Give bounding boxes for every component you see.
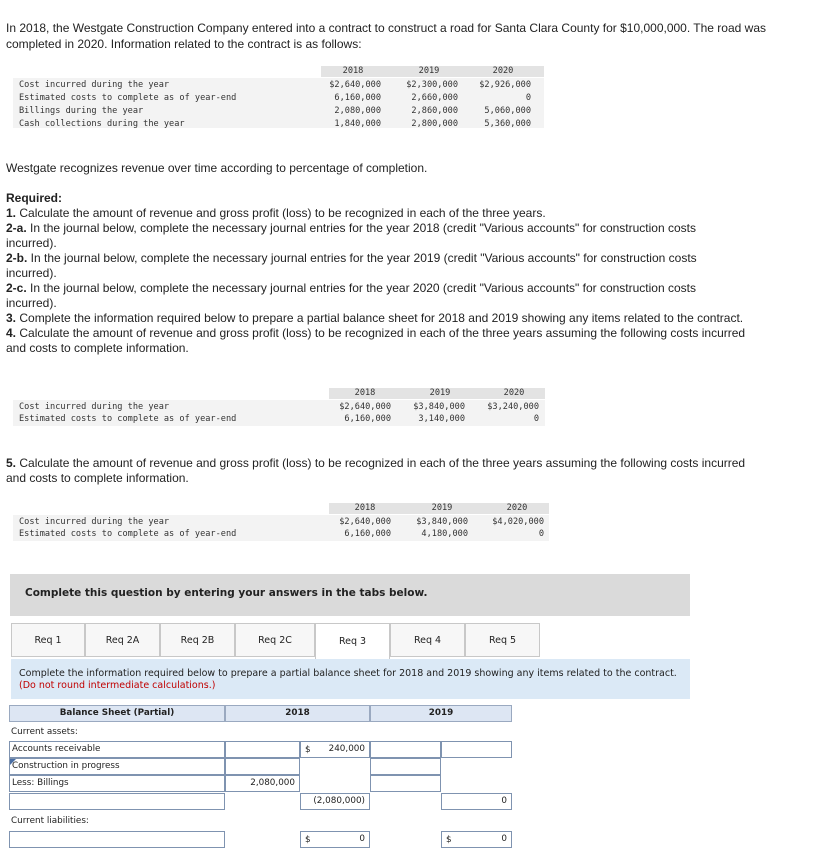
complete-question-bar: Complete this question by entering your answers in the tabs below. [10, 574, 690, 616]
net-label-input[interactable] [9, 793, 225, 810]
tab-req-5[interactable]: Req 5 [465, 623, 540, 657]
year-header: 2018 [354, 503, 376, 513]
row-label: Cost incurred during the year [19, 402, 170, 412]
cell-value: $4,020,000 [492, 517, 544, 527]
required-item: 1. Calculate the amount of revenue and gross profit (loss) to be recognized in each of the three years. [6, 206, 546, 220]
required-item: 2-b. In the journal below, complete the necessary journal entries for the year 2019 (credit "Various accounts" for construction costs incurred). [6, 251, 697, 280]
required-item-5: 5. Calculate the amount of revenue and gross profit (loss) to be recognized in each of the three years assuming the following costs incurred and costs to complete information. [6, 456, 746, 485]
tab-req-2c[interactable]: Req 2C [235, 623, 315, 657]
cell-value: 3,140,000 [418, 414, 465, 424]
cip-2019-input[interactable] [370, 758, 441, 775]
cell-value: 5,060,000 [484, 106, 531, 116]
year-header: 2019 [431, 503, 453, 513]
ar-2019-sub-input[interactable] [370, 741, 441, 758]
cell-value: 1,840,000 [334, 119, 381, 129]
cell-value: $2,926,000 [479, 80, 531, 90]
billings-2018-input[interactable]: 2,080,000 [225, 775, 300, 792]
intro-text: In 2018, the Westgate Construction Company entered into a contract to construct a road for Santa Clara County for $10,000,000. The road was completed in 2020. Information related to the contract is as follows: [6, 21, 767, 51]
year-header: 2019 [418, 66, 440, 76]
year-header: 2018 [342, 66, 364, 76]
year-header: 2020 [492, 66, 514, 76]
row-label: Cash collections during the year [19, 119, 185, 129]
cell-value: $3,840,000 [413, 402, 465, 412]
year-header: 2020 [503, 388, 525, 398]
cl-label-input[interactable] [9, 831, 225, 848]
cell-value: 6,160,000 [344, 529, 391, 539]
cell-value: 2,800,000 [411, 119, 458, 129]
net-2018-input[interactable]: (2,080,000) [300, 793, 370, 810]
year-header: 2019 [429, 388, 451, 398]
instruction-box: Complete the information required below to prepare a partial balance sheet for 2018 and 2019 showing any items related to the contract. (Do not round intermediate calculations.) [11, 659, 690, 699]
cell-value: 2,080,000 [334, 106, 381, 116]
tab-req-1[interactable]: Req 1 [11, 623, 85, 657]
billings-2019-input[interactable] [370, 775, 441, 792]
cell-value: 2,660,000 [411, 93, 458, 103]
cell-value: 5,360,000 [484, 119, 531, 129]
rounding-note: (Do not round intermediate calculations.) [19, 680, 216, 691]
cell-value: 4,180,000 [421, 529, 468, 539]
row-label: Estimated costs to complete as of year-end [19, 414, 237, 424]
cip-2018-input[interactable] [225, 758, 300, 775]
ar-label-input[interactable]: Accounts receivable [9, 741, 225, 758]
net-2019-input[interactable]: 0 [441, 793, 512, 810]
row-label: Estimated costs to complete as of year-end [19, 529, 237, 539]
year-header: 2018 [354, 388, 376, 398]
current-assets-label: Current assets: [11, 727, 78, 737]
required-item: 3. Complete the information required below to prepare a partial balance sheet for 2018 and 2019 showing any items related to the contract. [6, 311, 744, 325]
col-header-2018: 2018 [225, 705, 370, 722]
row-label: Billings during the year [19, 106, 144, 116]
recognition-text: Westgate recognizes revenue over time according to percentage of completion. [6, 161, 428, 175]
tab-req-2a[interactable]: Req 2A [85, 623, 160, 657]
row-label: Cost incurred during the year [19, 517, 170, 527]
required-item: 4. Calculate the amount of revenue and gross profit (loss) to be recognized in each of the three years assuming the following costs incurred and costs to complete information. [6, 326, 746, 355]
req-tabs [11, 623, 691, 658]
cell-value: 6,160,000 [344, 414, 391, 424]
ar-2018-sub-input[interactable] [225, 741, 300, 758]
cell-value: $2,640,000 [339, 402, 391, 412]
contract-info-table [13, 66, 544, 132]
required-section [6, 191, 746, 356]
col-header-2019: 2019 [370, 705, 512, 722]
current-liabilities-label: Current liabilities: [11, 816, 89, 826]
cell-value: 0 [538, 529, 544, 539]
tab-req-4[interactable]: Req 4 [390, 623, 465, 657]
row-label: Estimated costs to complete as of year-end [19, 93, 237, 103]
row-label: Cost incurred during the year [19, 80, 170, 90]
cip-label-input[interactable]: Construction in progress [9, 758, 225, 775]
tab-req-2b[interactable]: Req 2B [160, 623, 235, 657]
cell-value: $3,840,000 [416, 517, 468, 527]
cell-value: $2,300,000 [406, 80, 458, 90]
balance-sheet-title: Balance Sheet (Partial) [9, 705, 225, 722]
billings-label-input[interactable]: Less: Billings [9, 775, 225, 792]
tab-req-3[interactable]: Req 3 [315, 623, 390, 660]
cell-value: 0 [525, 93, 531, 103]
cell-value: $2,640,000 [339, 517, 391, 527]
cell-value: $2,640,000 [329, 80, 381, 90]
cell-value: 2,860,000 [411, 106, 458, 116]
year-header: 2020 [506, 503, 528, 513]
required-item: 2-c. In the journal below, complete the necessary journal entries for the year 2020 (credit "Various accounts" for construction costs incurred). [6, 281, 696, 310]
costs-table-2 [13, 388, 545, 428]
required-item: 2-a. In the journal below, complete the necessary journal entries for the year 2018 (credit "Various accounts" for construction costs incurred). [6, 221, 696, 250]
required-heading: Required: [6, 191, 63, 205]
cell-value: 6,160,000 [334, 93, 381, 103]
ar-2018-input[interactable]: $ 240,000 [300, 741, 370, 758]
cl-2019-input[interactable]: $ 0 [441, 831, 512, 848]
ar-2019-input[interactable] [441, 741, 512, 758]
costs-table-3 [13, 503, 549, 543]
cell-value: $3,240,000 [487, 402, 539, 412]
cl-2018-input[interactable]: $ 0 [300, 831, 370, 848]
cell-value: 0 [533, 414, 539, 424]
